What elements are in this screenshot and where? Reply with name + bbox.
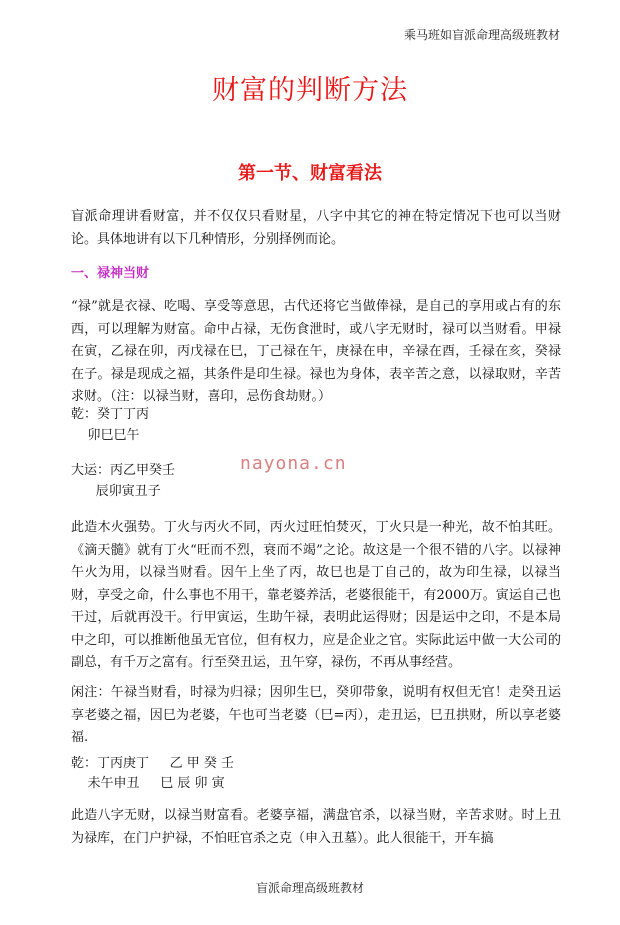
bazi-chart-1-branches: 卯巳巳午 [71,428,140,443]
subsection-heading: 一、禄神当财 [71,266,150,281]
paragraph-analysis-2: 此造八字无财，以禄当财富看。老婆享福，满盘官杀，以禄当财，辛苦求财。时上丑为禄库，在门户护禄，不怕旺官杀之克（申入丑墓）。此人很能干，开车搞 [71,808,561,846]
bazi-chart-2-stems: 乾：丁丙庚丁 乙 甲 癸 壬 [71,756,235,771]
bazi-chart-2-branches: 未午申丑 巳 辰 卯 寅 [71,776,225,791]
page-title: 财富的判断方法 [212,75,408,106]
intro-paragraph: 盲派命理讲看财富，并不仅仅只看财星，八字中其它的神在特定情况下也可以当财论。具体地讲有以下几种情形，分别择例而论。 [71,209,561,247]
watermark: nayona.cn [240,453,347,474]
section-title: 第一节、财富看法 [238,163,382,184]
paragraph-note: 闲注：午禄当财看，时禄为归禄；因卯生巳，癸卯带象，说明有权但无官！走癸丑运享老婆之福，因巳为老婆，午也可当老婆（巳=丙），走丑运，巳丑拱财，所以享老婆福. [71,685,561,745]
paragraph-analysis-1: 此造木火强势。丁火与丙火不同，丙火过旺怕焚灭，丁火只是一种光，故不怕其旺。《滴天髓》就有丁火“旺而不烈，衰而不竭”之论。故这是一个很不错的八字。以禄神午火为用，以禄当财看。因午上坐了丙，故巳也是丁自己的，故为印生禄，以禄当财，享受之命，什么事也不用干，靠老婆养活，老婆很能干，有2000万。寅运自己也干过，后就再没干。行甲寅运，生助午禄，表明此运得财；因是运中之印，不是本局中之印，可以推断他虽无官位，但有权力，应是企业之官。实际此运中做一大公司的副总，有千万之富有。行至癸丑运，丑午穿，禄伤，不再从事经营。 [71,520,561,670]
page-header: 乘马班如盲派命理高级班教材 [403,28,560,42]
paragraph-lu-definition: “禄”就是衣禄、吃喝、享受等意思，古代还将它当做俸禄，是自己的享用或占有的东西，可以理解为财富。命中占禄，无伤食泄时，或八字无财时，禄可以当财看。甲禄在寅，乙禄在卯，丙戊禄在巳，丁己禄在午，庚禄在申，辛禄在酉，壬禄在亥，癸禄在子。禄是现成之福，其条件是印生禄。禄也为身体，表辛苦之意，以禄取财，辛苦求财。（注：以禄当财，喜印，忌伤食劫财。） [71,299,561,404]
dayun-branches: 辰卯寅丑子 [71,484,161,499]
page-footer: 盲派命理高级班教材 [255,881,364,895]
dayun-stems: 大运：丙乙甲癸壬 [71,463,176,478]
bazi-chart-1-stems: 乾：癸丁丁丙 [71,407,150,422]
